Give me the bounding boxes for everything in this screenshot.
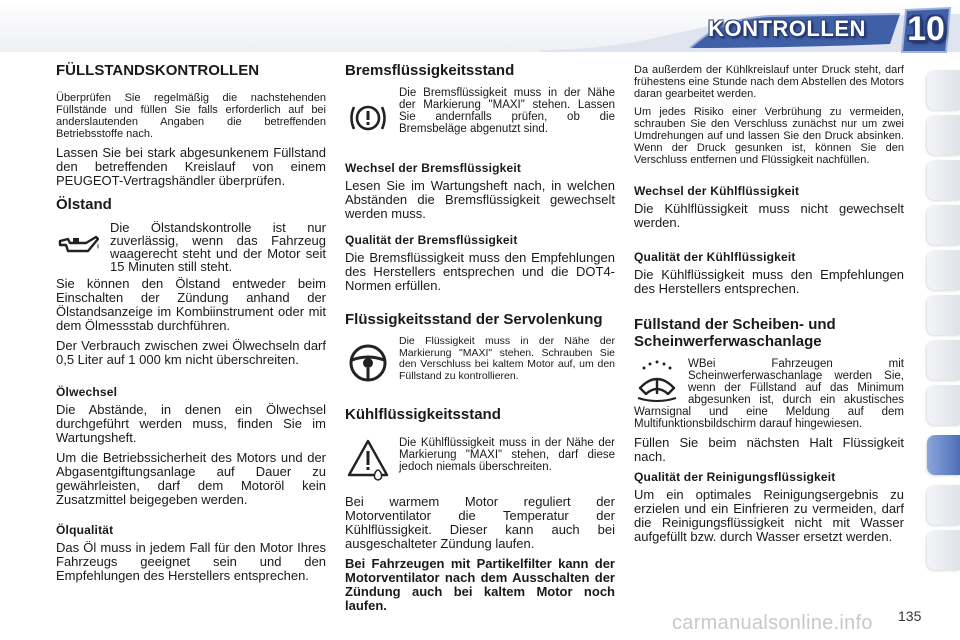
washer-icon-text: WBei Fahrzeugen mit Scheinwerferwaschanlage werden Sie, wenn der Füllstand auf das Minimum abgesunken ist, durch ein akustisches Warnsignal und eine Meldung auf dem Multifunktionsbildschirm darauf hingewiesen. [634,358,904,430]
chapter-tab[interactable] [927,70,960,110]
coolant-heading: Kühlflüssigkeitsstand [345,406,501,423]
cleaner-quality-heading: Qualität der Reinigungsflüssigkeit [634,470,836,484]
cleaner-quality-paragraph: Um ein optimales Reinigungsergebnis zu erzielen und ein Einfrieren zu vermeiden, darf die Reinigungsflüssigkeit nicht mit Wasser aufgefüllt bzw. durch Wasser ersetzt werden. [634,487,904,544]
oil-quality-paragraph: Das Öl muss in jedem Fall für den Motor Ihres Fahrzeugs geeignet sein und den Empfehlungen des Herstellers entsprechen. [56,540,326,583]
brake-icon-row [345,87,615,145]
washer-icon-row [634,358,904,430]
pressure-paragraph: Da außerdem der Kühlkreislauf unter Druck steht, darf frühestens eine Stunde nach dem Abstellen des Motors daran gearbeitet werden. [634,64,904,100]
coolant-quality-paragraph: Die Kühlflüssigkeit muss den Empfehlungen des Herstellers entsprechen. [634,267,904,296]
steering-icon-row [345,336,615,388]
section-title: FÜLLSTANDSKONTROLLEN [56,62,260,79]
chapter-tab[interactable] [927,205,960,245]
oil-quality-heading: Ölqualität [56,523,114,537]
chapter-tab-active[interactable] [927,435,960,475]
washer-fluid-icon [634,358,680,404]
brake-icon-text: Die Bremsflüssigkeit muss in der Nähe der Markierung "MAXI" stehen. Lassen Sie andernfalls prüfen, ob die Bremsbeläge abgenutzt sind. [399,87,615,135]
brake-fluid-heading: Bremsflüssigkeitsstand [345,62,515,79]
chapter-number: 10 [907,10,945,48]
chapter-tab[interactable] [927,340,960,380]
chapter-tab[interactable] [927,160,960,200]
oil-icon-row [56,220,326,274]
scald-paragraph: Um jedes Risiko einer Verbrühung zu vermeiden, schrauben Sie den Verschluss zunächst nur um zwei Umdrehungen auf und lassen Sie den Druck absinken. Wenn der Druck gesunken ist, können Sie den Verschluss entfernen und Flüssigkeit nachfüllen. [634,106,904,166]
washer-heading: Füllstand der Scheiben- und Scheinwerferwaschanlage [634,316,836,350]
steering-wheel-icon [345,340,391,386]
intro-text: Überprüfen Sie regelmäßig die nachstehenden Füllstände und füllen Sie falls erforderlich auf bei anderslautenden Angaben die betreffenden Betriebsstoffe nach. [56,92,326,140]
brake-quality-paragraph: Die Bremsflüssigkeit muss den Empfehlungen des Herstellers entsprechen und die DOT4-Normen erfüllen. [345,250,615,293]
column-1 [56,58,326,589]
steering-icon-text: Die Flüssigkeit muss in der Nähe der Markierung "MAXI" stehen. Schrauben Sie den Verschluss bei kaltem Motor auf, um den Füllstand zu kontrollieren. [399,335,615,382]
page-number: 135 [898,608,922,624]
oil-paragraph-1: Sie können den Ölstand entweder beim Einschalten der Zündung anhand der Ölstandsanzeige im Kombiinstrument oder mit dem Ölmessstab durchführen. [56,276,326,333]
oil-icon-text: Die Ölstandskontrolle ist nur zuverlässig, wenn das Fahrzeug waagerecht steht und der Motor seit 15 Minuten still steht. [110,220,326,274]
oil-change-paragraph-2: Um die Betriebssicherheit des Motors und der Abgasentgiftungsanlage auf Dauer zu gewährleisten, darf dem Motoröl kein Zusatzmittel beigegeben werden. [56,450,326,507]
brake-warning-icon [345,95,391,141]
coolant-quality-heading: Qualität der Kühlflüssigkeit [634,250,796,264]
oil-level-heading: Ölstand [56,196,112,213]
brake-change-paragraph: Lesen Sie im Wartungsheft nach, in welchen Abständen die Bremsflüssigkeit gewechselt werden muss. [345,178,615,221]
oil-paragraph-2: Der Verbrauch zwischen zwei Ölwechseln darf 0,5 Liter auf 1 000 km nicht überschreiten. [56,338,326,367]
coolant-change-heading: Wechsel der Kühlflüssigkeit [634,184,800,198]
chapter-tab[interactable] [927,385,960,425]
column-2 [345,58,615,619]
chapter-tab[interactable] [927,250,960,290]
watermark: carmanualsonline.info [672,612,873,634]
coolant-icon-row [345,437,615,489]
coolant-change-paragraph: Die Kühlflüssigkeit muss nicht gewechselt werden. [634,201,904,230]
brake-quality-heading: Qualität der Bremsflüssigkeit [345,233,518,247]
coolant-paragraph-2: Bei Fahrzeugen mit Partikelfilter kann der Motorventilator nach dem Ausschalten der Zündung auch bei kaltem Motor noch laufen. [345,556,615,613]
column-3 [634,58,904,550]
chapter-title: KONTROLLEN [708,16,866,41]
chapter-tab[interactable] [927,530,960,570]
coolant-icon-text: Die Kühlflüssigkeit muss in der Nähe der Markierung "MAXI" stehen, darf diese jedoch niemals überschreiten. [399,437,615,473]
intro-text-2: Lassen Sie bei stark abgesunkenem Füllstand den betreffenden Kreislauf von einem PEUGEOT-Vertragshändler überprüfen. [56,145,326,188]
chapter-tab[interactable] [927,485,960,525]
steering-fluid-heading: Flüssigkeitsstand der Servolenkung [345,311,603,328]
coolant-paragraph-1: Bei warmem Motor reguliert der Motorventilator die Temperatur der Kühlflüssigkeit. Dieser kann auch bei ausgeschalteter Zündung laufen. [345,494,615,551]
chapter-tab[interactable] [927,295,960,335]
coolant-warning-icon [345,437,391,483]
oil-can-icon [56,221,102,267]
chapter-tab[interactable] [927,115,960,155]
washer-paragraph: Füllen Sie beim nächsten Halt Flüssigkeit nach. [634,435,904,464]
oil-change-heading: Ölwechsel [56,385,118,399]
oil-change-paragraph-1: Die Abstände, in denen ein Ölwechsel durchgeführt werden muss, finden Sie im Wartungsheft. [56,402,326,445]
brake-change-heading: Wechsel der Bremsflüssigkeit [345,161,522,175]
chapter-tabs [927,60,960,580]
